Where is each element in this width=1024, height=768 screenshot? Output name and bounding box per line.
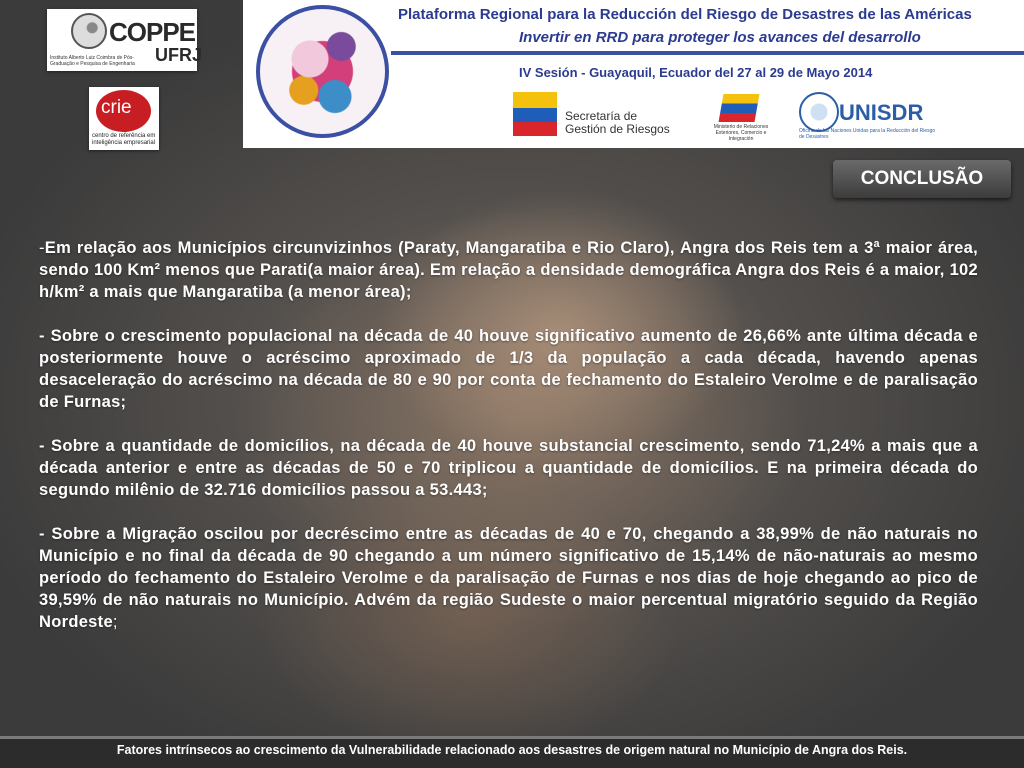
ministerio-label: Ministerio de Relaciones Exteriores, Comercio e Integración xyxy=(713,124,769,142)
paragraph-population xyxy=(39,325,978,413)
banner-divider xyxy=(391,51,1024,55)
paragraph-households xyxy=(39,435,978,501)
sgr-label: Secretaría de Gestión de Riesgos xyxy=(565,109,670,136)
paragraph-migration-text: - Sobre a Migração oscilou por decréscimo entre as décadas de 40 e 70, chegando a 38,99% de não naturais no Município e no final da década de 90 chegando a um número significativo de 15,14% de não-naturais ao mesmo período do fechamento do Estaleiro Verolme e da paralisação de Furnas e nos dias de hoje chegando ao pico de 39,59% de não naturais no Município. Advém da região Sudeste o maior percentual migratório seguido da Região Nordeste xyxy=(39,525,978,631)
footer-bar xyxy=(0,736,1024,768)
paragraph-migration-tail: ; xyxy=(112,613,118,631)
paragraph-migration xyxy=(39,523,978,633)
ministerio-flag-icon xyxy=(719,94,760,122)
ufrj-wordmark: UFRJ xyxy=(155,45,203,65)
banner-title: Plataforma Regional para la Reducción del Riesgo de Desastres de las Américas xyxy=(398,6,972,23)
footer-caption: Fatores intrínsecos ao crescimento da Vulnerabilidade relacionado aos desastres de origem natural no Município de Angra dos Reis. xyxy=(116,743,908,757)
crie-wordmark: crie xyxy=(101,97,132,118)
banner-subtitle: Invertir en RRD para proteger los avances del desarrollo xyxy=(519,29,921,46)
americas-globe-icon xyxy=(256,5,389,138)
event-banner xyxy=(243,0,1024,148)
crie-logo xyxy=(89,87,159,150)
coppe-wordmark: COPPE xyxy=(109,17,196,47)
unisdr-wordmark: UNISDR xyxy=(839,100,924,125)
banner-session: IV Sesión - Guayaquil, Ecuador del 27 al 29 de Mayo 2014 xyxy=(519,65,873,80)
coppe-logo xyxy=(47,9,203,71)
paragraph-area-text: Em relação aos Municípios circunvizinhos (Paraty, Mangaratiba e Rio Claro), Angra dos Reis tem a 3ª maior área, sendo 100 Km² menos que Parati(a maior área). Em relação a densidade demográfica Angra dos Reis é a maior, 102 h/km² a mais que Mangaratiba (a menor área); xyxy=(39,239,978,301)
paragraph-population-text: - Sobre o crescimento populacional na década de 40 houve significativo aumento de 26,66% ante última década e posteriormente houve o acréscimo aproximado de 1/3 da população a cada década, havendo apenas desaceleração do acréscimo na década de 80 e 90 por conta de fechamento do Estaleiro Verolme e de paralisação de Furnas; xyxy=(39,327,978,411)
conclusao-section-button[interactable]: CONCLUSÃO xyxy=(833,160,1011,198)
crie-tagline: centro de referência em inteligência empresarial xyxy=(92,133,156,146)
coppe-tagline: Instituto Alberto Luiz Coimbra de Pós-Graduação e Pesquisa de Engenharia xyxy=(50,55,135,67)
coppe-emblem-icon xyxy=(71,13,107,49)
sgr-flag-icon xyxy=(513,92,557,136)
paragraph-area xyxy=(39,237,978,303)
un-emblem-icon xyxy=(799,92,839,132)
conclusion-text-body xyxy=(39,237,978,655)
paragraph-area-dash: - xyxy=(39,239,45,257)
paragraph-households-text: - Sobre a quantidade de domicílios, na década de 40 houve substancial crescimento, sendo 71,24% a mais que a década anterior e entre as décadas de 50 e 70 triplicou a quantidade de domicílios. E na primeira década do segundo milênio de 32.716 domicílios passou a 53.443; xyxy=(39,437,978,499)
unisdr-tagline: Oficina de las Naciones Unidas para la Reducción del Riesgo de Desastres xyxy=(799,128,936,140)
